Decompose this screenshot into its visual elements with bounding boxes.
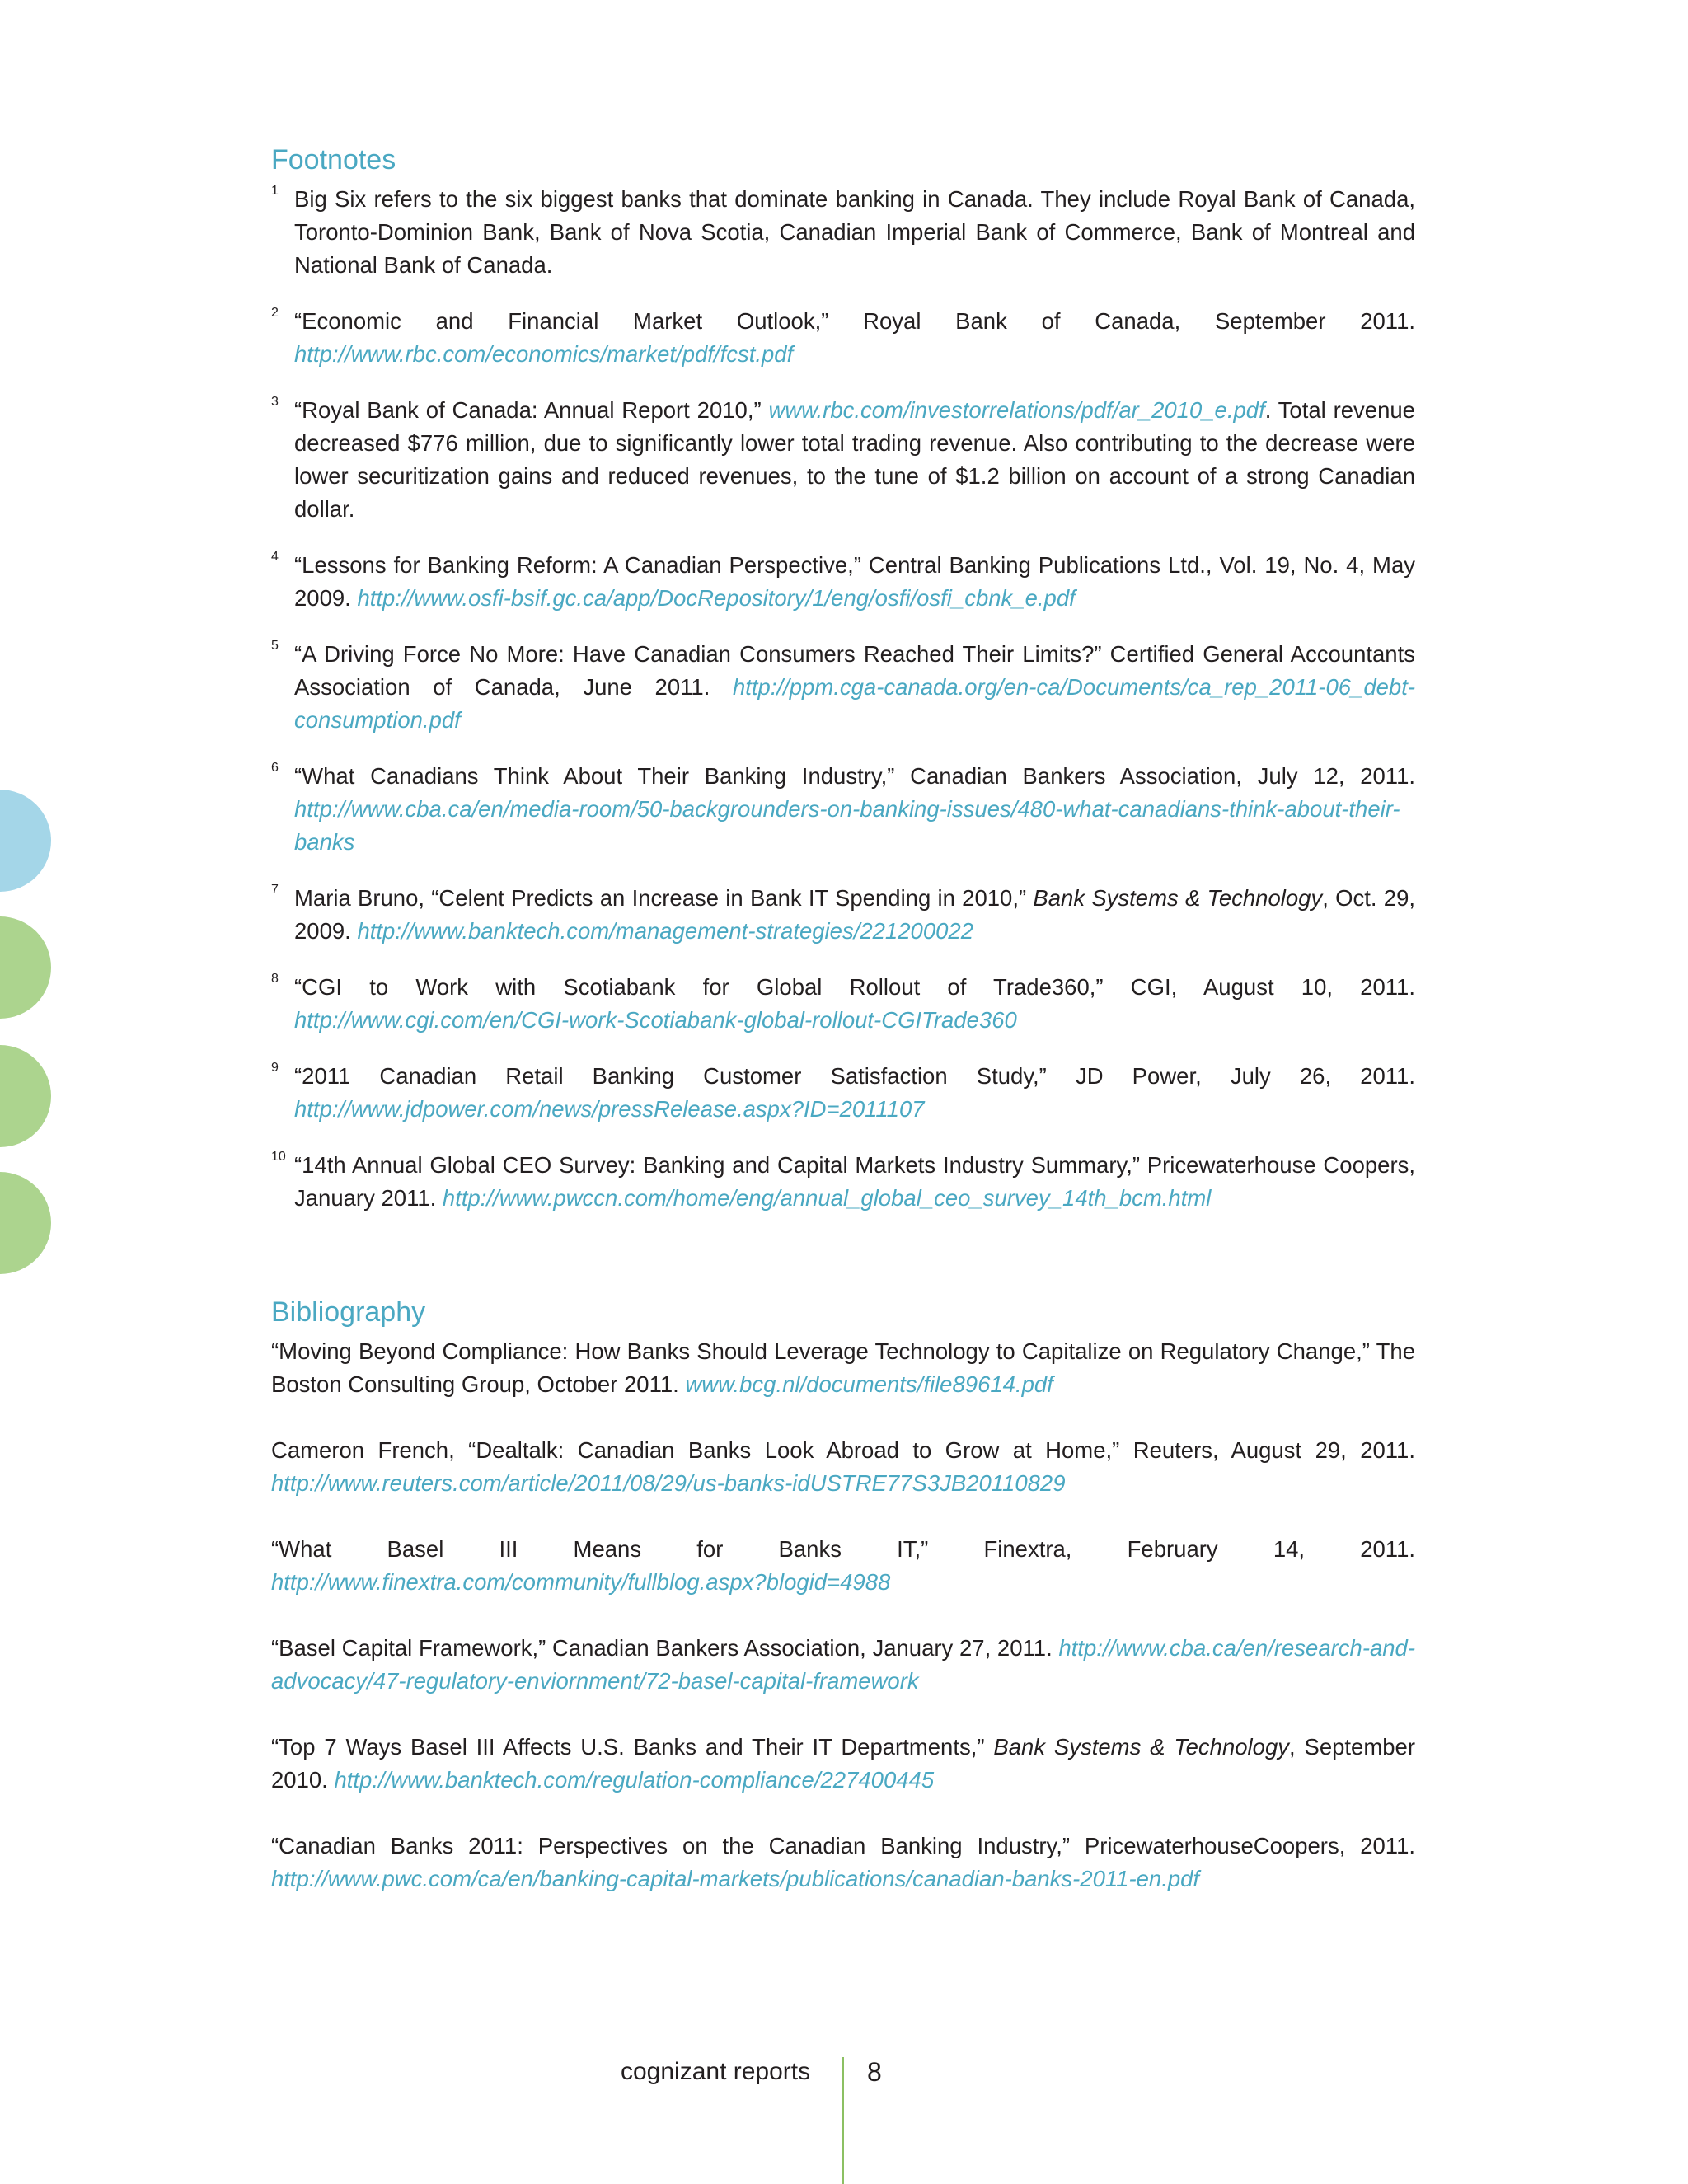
bibliography-link[interactable]: www.bcg.nl/documents/file89614.pdf [685, 1371, 1053, 1397]
footnote-item [271, 882, 1415, 948]
footnote-number: 7 [271, 883, 279, 897]
footnote-link[interactable]: http://www.cgi.com/en/CGI-work-Scotiabank-global-rollout-CGITrade360 [294, 1007, 1017, 1033]
footnote-text: Maria Bruno, “Celent Predicts an Increase in Bank IT Spending in 2010,” [294, 885, 1027, 911]
decorative-circle-blue [0, 790, 51, 892]
page-content [271, 142, 1415, 1929]
bibliography-item [271, 1533, 1415, 1599]
decorative-circle-green [0, 1172, 51, 1274]
footnote-number: 4 [271, 550, 279, 564]
footnote-item [271, 394, 1415, 526]
footnote-text: Big Six refers to the six biggest banks that dominate banking in Canada. They include Royal Bank of Canada, Toronto-Dominion Bank, Bank of Nova Scotia, Canadian Imperial Bank of Commerce, Bank of Montreal and National Bank of Canada. [294, 186, 1415, 278]
footnote-item [271, 638, 1415, 737]
footnote-item [271, 760, 1415, 859]
footnote-link[interactable]: http://www.banktech.com/management-strategies/221200022 [357, 918, 973, 944]
footnote-link[interactable]: http://www.pwccn.com/home/eng/annual_global_ceo_survey_14th_bcm.html [442, 1185, 1212, 1211]
footer-label: cognizant reports [621, 2058, 811, 2085]
footnote-link[interactable]: http://ppm.cga-canada.org/en-ca/Documents/ca_rep_2011-06_debt-consumption.pdf [294, 674, 1416, 733]
bibliography-item [271, 1830, 1415, 1896]
footnote-link[interactable]: http://www.cba.ca/en/media-room/50-backgrounders-on-banking-issues/480-what-canadians-think-about-their-banks [294, 796, 1400, 855]
bibliography-date: , September 2010. [271, 1734, 1415, 1793]
footnote-number: 1 [271, 184, 279, 198]
footnote-item [271, 549, 1415, 615]
bibliography-heading: Bibliography [271, 1296, 426, 1328]
footnote-number: 3 [271, 395, 279, 409]
footnote-item [271, 971, 1415, 1037]
bibliography-item [271, 1335, 1415, 1401]
bibliography-text: Cameron French, “Dealtalk: Canadian Banks Look Abroad to Grow at Home,” Reuters, August 29, 2011. [271, 1437, 1415, 1463]
footnotes-heading: Footnotes [271, 144, 396, 176]
footnote-link[interactable]: http://www.jdpower.com/news/pressRelease.aspx?ID=2011107 [294, 1096, 925, 1122]
footnote-text: “Lessons for Banking Reform: A Canadian Perspective,” Central Banking Publications Ltd., Vol. 19, No. 4, May 2009. [294, 552, 1415, 611]
bibliography-link[interactable]: http://www.banktech.com/regulation-compliance/227400445 [334, 1767, 935, 1793]
footnote-link[interactable]: http://www.osfi-bsif.gc.ca/app/DocRepository/1/eng/osfi/osfi_cbnk_e.pdf [357, 585, 1076, 611]
footnote-text-continued: . Total revenue decreased $776 million, due to significantly lower total trading revenue. Also contributing to the decrease were lower securitization gains and reduced revenues, to the tune of $1.2 billion on account of a strong Canadian dollar. [294, 397, 1415, 522]
footnote-item [271, 1060, 1415, 1126]
bibliography-text: “Top 7 Ways Basel III Affects U.S. Banks and Their IT Departments,” [271, 1734, 985, 1760]
decorative-circle-green [0, 916, 51, 1019]
footnote-item [271, 183, 1415, 282]
footnote-text: “What Canadians Think About Their Banking Industry,” Canadian Bankers Association, July 12, 2011. [294, 763, 1415, 789]
bibliography-item [271, 1731, 1415, 1797]
bibliography-text: “Canadian Banks 2011: Perspectives on the Canadian Banking Industry,” PricewaterhouseCoopers, 2011. [271, 1833, 1415, 1858]
publication-title: Bank Systems & Technology [993, 1734, 1289, 1760]
footnote-number: 2 [271, 306, 279, 320]
footer-divider [842, 2057, 844, 2184]
decorative-circle-green [0, 1045, 51, 1147]
bibliography-link[interactable]: http://www.pwc.com/ca/en/banking-capital-markets/publications/canadian-banks-2011-en.pdf [271, 1866, 1200, 1891]
bibliography-text: “What Basel III Means for Banks IT,” Finextra, February 14, 2011. [271, 1536, 1415, 1562]
footnote-text: “2011 Canadian Retail Banking Customer Satisfaction Study,” JD Power, July 26, 2011. [294, 1063, 1415, 1089]
footnote-number: 8 [271, 972, 279, 986]
footnote-number: 9 [271, 1061, 279, 1075]
bibliography-link[interactable]: http://www.reuters.com/article/2011/08/29/us-banks-idUSTRE77S3JB20110829 [271, 1470, 1066, 1496]
footnote-text: “14th Annual Global CEO Survey: Banking and Capital Markets Industry Summary,” Pricewaterhouse Coopers, January 2011. [294, 1152, 1415, 1211]
footnote-item [271, 305, 1415, 371]
bibliography-item [271, 1434, 1415, 1500]
footnote-number: 5 [271, 639, 279, 653]
footnote-number: 10 [271, 1150, 286, 1164]
publication-title: Bank Systems & Technology [1033, 885, 1323, 911]
bibliography-text: “Moving Beyond Compliance: How Banks Should Leverage Technology to Capitalize on Regulatory Change,” The Boston Consulting Group, October 2011. [271, 1338, 1415, 1397]
page-number: 8 [867, 2057, 882, 2087]
bibliography-link[interactable]: http://www.finextra.com/community/fullblog.aspx?blogid=4988 [271, 1569, 891, 1595]
footnote-number: 6 [271, 761, 279, 775]
bibliography-item [271, 1632, 1415, 1698]
footnote-text: “CGI to Work with Scotiabank for Global Rollout of Trade360,” CGI, August 10, 2011. [294, 974, 1415, 1000]
footnote-item [271, 1149, 1415, 1215]
footnote-link[interactable]: www.rbc.com/investorrelations/pdf/ar_2010_e.pdf [768, 397, 1265, 423]
footnote-date: , Oct. 29, 2009. [294, 885, 1416, 944]
bibliography-text: “Basel Capital Framework,” Canadian Bankers Association, January 27, 2011. [271, 1635, 1053, 1661]
footnote-text: “Royal Bank of Canada: Annual Report 2010,” [294, 397, 762, 423]
footnote-link[interactable]: http://www.rbc.com/economics/market/pdf/fcst.pdf [294, 341, 794, 367]
footnote-text: “A Driving Force No More: Have Canadian Consumers Reached Their Limits?” Certified General Accountants Association of Canada, June 2011. [294, 641, 1415, 700]
footnote-text: “Economic and Financial Market Outlook,” Royal Bank of Canada, September 2011. [294, 308, 1415, 334]
bibliography-link[interactable]: http://www.cba.ca/en/research-and-advocacy/47-regulatory-enviornment/72-basel-capital-framework [271, 1635, 1416, 1694]
